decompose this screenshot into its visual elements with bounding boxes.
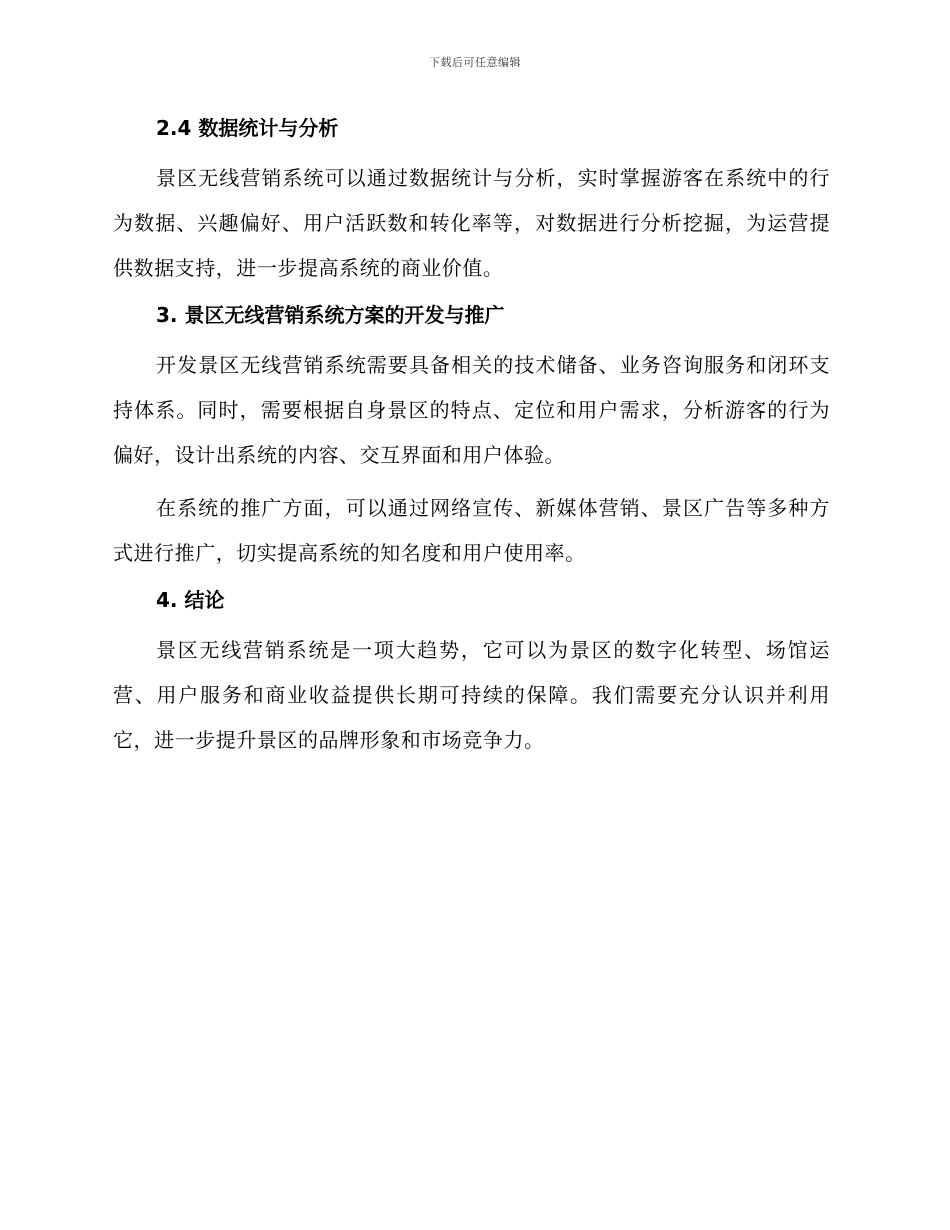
paragraph: 在系统的推广方面，可以通过网络宣传、新媒体营销、景区广告等多种方式进行推广，切实提高系统的知名度和用户使用率。	[113, 496, 830, 565]
section-heading: 4. 结论	[156, 588, 225, 612]
paragraph: 景区无线营销系统可以通过数据统计与分析，实时掌握游客在系统中的行为数据、兴趣偏好、用户活跃数和转化率等，对数据进行分析挖掘，为运营提供数据支持，进一步提高系统的商业价值。	[113, 166, 830, 280]
header-note: 下载后可任意编辑	[429, 56, 521, 69]
paragraph: 开发景区无线营销系统需要具备相关的技术储备、业务咨询服务和闭环支持体系。同时，需要根据自身景区的特点、定位和用户需求，分析游客的行为偏好，设计出系统的内容、交互界面和用户体验。	[113, 353, 830, 467]
section-data-analysis	[113, 112, 830, 291]
paragraph: 景区无线营销系统是一项大趋势，它可以为景区的数字化转型、场馆运营、用户服务和商业收益提供长期可持续的保障。我们需要充分认识并利用它，进一步提升景区的品牌形象和市场竞争力。	[113, 638, 830, 752]
document-body	[113, 112, 830, 771]
section-heading: 3. 景区无线营销系统方案的开发与推广	[156, 303, 505, 327]
section-conclusion	[113, 584, 830, 763]
section-development-promotion	[113, 299, 830, 576]
section-heading: 2.4 数据统计与分析	[156, 116, 339, 140]
